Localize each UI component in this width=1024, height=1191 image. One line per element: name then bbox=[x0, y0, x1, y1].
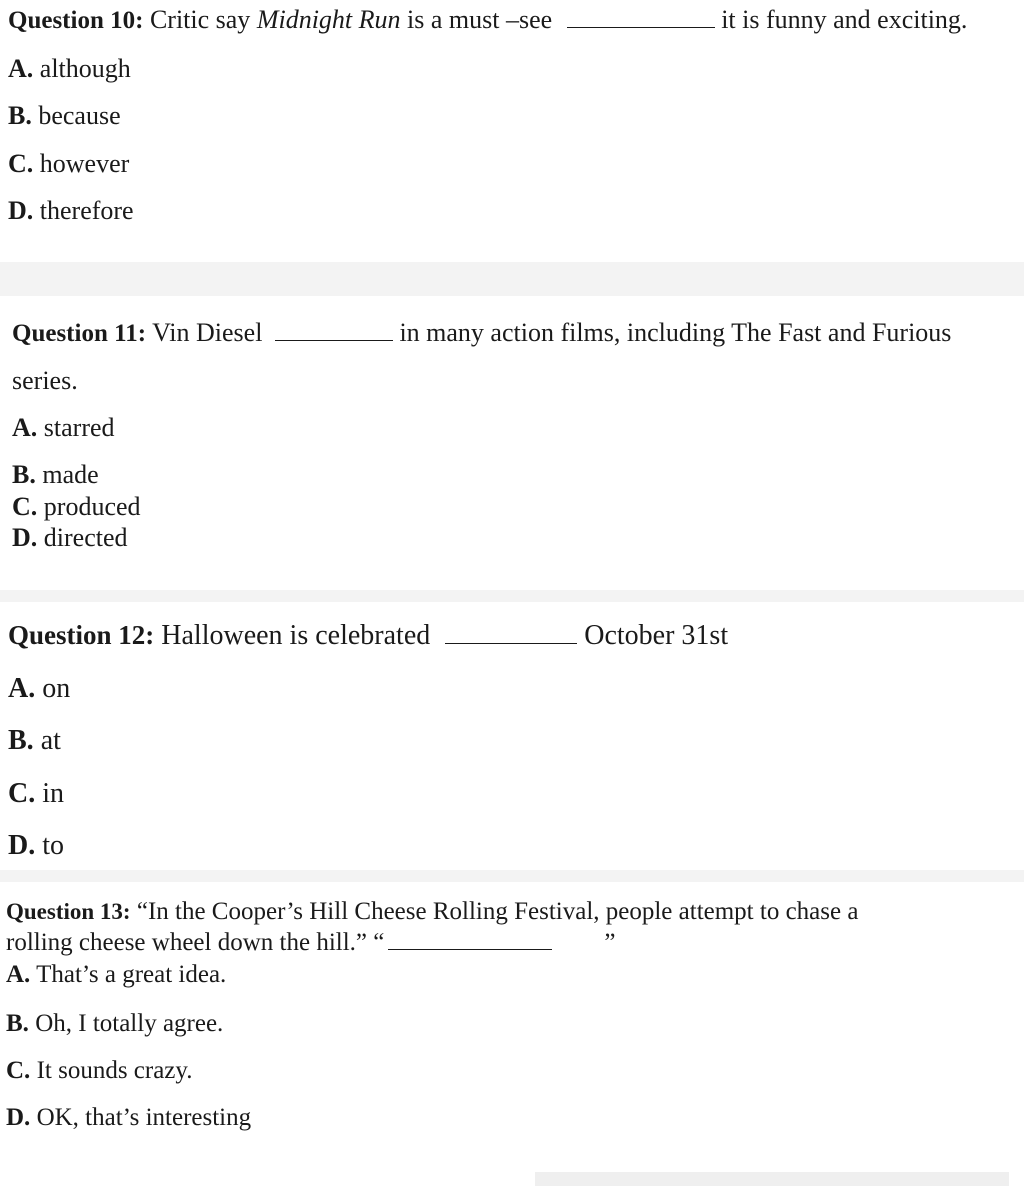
option-letter: C. bbox=[12, 492, 38, 521]
answer-option-d[interactable] bbox=[8, 831, 64, 861]
question-number: Question 12: bbox=[8, 620, 155, 650]
option-letter: B. bbox=[12, 460, 36, 489]
option-letter: C. bbox=[8, 149, 34, 178]
answer-blank[interactable] bbox=[388, 935, 552, 950]
question-stem-continued bbox=[6, 928, 615, 958]
option-letter: A. bbox=[12, 413, 38, 442]
section-divider bbox=[0, 262, 1024, 296]
option-text: It sounds crazy. bbox=[30, 1057, 193, 1084]
option-text: because bbox=[31, 101, 121, 130]
answer-option-c[interactable] bbox=[8, 779, 64, 809]
question-text: it is funny and exciting. bbox=[714, 5, 968, 34]
question-text: October 31st bbox=[577, 620, 729, 651]
option-text: at bbox=[33, 725, 61, 756]
question-stem bbox=[6, 897, 858, 927]
answer-option-a[interactable] bbox=[12, 413, 115, 443]
answer-option-b[interactable] bbox=[6, 1009, 223, 1039]
option-letter: C. bbox=[8, 778, 36, 809]
option-text: OK, that’s interesting bbox=[30, 1104, 252, 1131]
answer-option-a[interactable] bbox=[8, 54, 131, 84]
answer-blank[interactable] bbox=[445, 629, 577, 644]
question-stem bbox=[8, 5, 967, 36]
answer-option-b[interactable] bbox=[8, 726, 61, 756]
option-text: however bbox=[33, 149, 130, 178]
option-text: Oh, I totally agree. bbox=[28, 1010, 224, 1037]
answer-option-c[interactable] bbox=[6, 1056, 193, 1086]
footer-bar bbox=[535, 1172, 1009, 1186]
option-letter: C. bbox=[6, 1057, 31, 1084]
option-text: although bbox=[33, 54, 131, 83]
answer-option-d[interactable] bbox=[12, 523, 128, 553]
option-text: in bbox=[35, 778, 65, 809]
option-letter: B. bbox=[8, 101, 32, 130]
question-text: “In the Cooper’s Hill Cheese Rolling Festival, people attempt to chase a bbox=[130, 898, 859, 925]
movie-title: Midnight Run bbox=[256, 5, 401, 34]
option-letter: A. bbox=[8, 54, 34, 83]
option-text: That’s a great idea. bbox=[30, 961, 227, 988]
question-stem bbox=[8, 620, 728, 651]
option-letter: D. bbox=[8, 196, 34, 225]
section-divider bbox=[0, 590, 1024, 602]
question-text-continued: series. bbox=[12, 366, 78, 395]
option-letter: A. bbox=[8, 673, 36, 704]
option-letter: B. bbox=[8, 725, 34, 756]
option-letter: D. bbox=[12, 523, 38, 552]
question-text: Vin Diesel bbox=[146, 318, 269, 347]
answer-option-b[interactable] bbox=[8, 101, 121, 131]
option-text: starred bbox=[37, 413, 115, 442]
question-text: Halloween is celebrated bbox=[154, 620, 438, 651]
answer-option-d[interactable] bbox=[6, 1103, 251, 1133]
option-letter: D. bbox=[8, 830, 36, 861]
section-divider bbox=[0, 870, 1024, 882]
answer-option-a[interactable] bbox=[6, 960, 226, 990]
answer-blank[interactable] bbox=[275, 326, 393, 341]
answer-option-d[interactable] bbox=[8, 196, 134, 226]
option-letter: A. bbox=[6, 961, 31, 988]
option-text: made bbox=[35, 460, 99, 489]
option-text: therefore bbox=[33, 196, 134, 225]
answer-option-b[interactable] bbox=[12, 460, 99, 490]
answer-option-c[interactable] bbox=[12, 492, 141, 522]
question-text: in many action films, including The Fast and Furious bbox=[392, 318, 952, 347]
option-letter: B. bbox=[6, 1010, 29, 1037]
question-text: Critic say bbox=[149, 5, 257, 34]
answer-option-c[interactable] bbox=[8, 149, 129, 179]
option-text: on bbox=[35, 673, 71, 704]
option-text: directed bbox=[37, 523, 128, 552]
question-text: is a must –see bbox=[400, 5, 559, 34]
question-number: Question 11: bbox=[12, 320, 147, 347]
question-number: Question 10: bbox=[8, 7, 144, 34]
question-stem bbox=[12, 318, 951, 349]
question-text: rolling cheese wheel down the hill.” “ bbox=[6, 929, 385, 956]
answer-option-a[interactable] bbox=[8, 674, 70, 704]
option-text: produced bbox=[37, 492, 141, 521]
answer-blank[interactable] bbox=[567, 13, 715, 28]
option-text: to bbox=[35, 830, 65, 861]
closing-quote: ” bbox=[604, 929, 616, 956]
question-number: Question 13: bbox=[6, 899, 131, 924]
option-letter: D. bbox=[6, 1104, 31, 1131]
